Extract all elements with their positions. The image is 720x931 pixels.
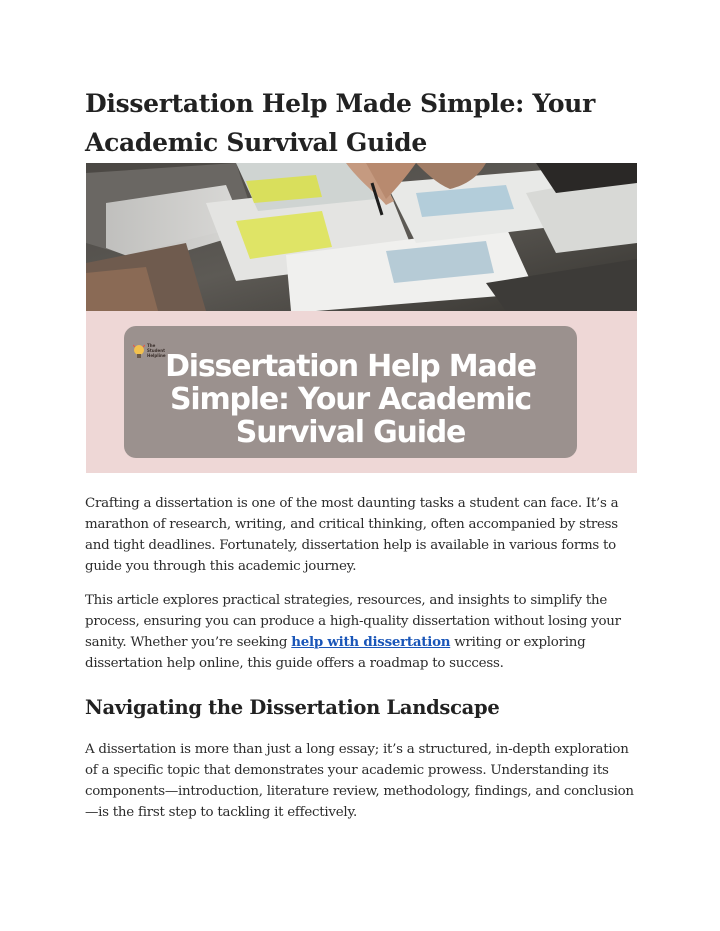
hero-image (86, 163, 637, 473)
overview-paragraph (85, 590, 640, 674)
overview-text-after: writing or exploring dissertation help online, this guide offers a roadmap to success. (85, 635, 586, 671)
hero-banner-line: Simple: Your Academic (169, 382, 532, 417)
article-title: Dissertation Help Made Simple: Your Academic Survival Guide (85, 89, 595, 157)
hero-banner-line: Dissertation Help Made (165, 349, 536, 384)
hero-banner-line: Survival Guide (235, 415, 466, 450)
logo-line: Helpline (147, 353, 166, 358)
intro-paragraph: Crafting a dissertation is one of the most daunting tasks a student can face. It’s a marathon of research, writing, and critical thinking, often accompanied by stress and tight deadlines. Fortunately, dissertation help is available in various forms to guide you through this academic journey. (85, 496, 619, 574)
help-with-dissertation-link[interactable]: help with dissertation (291, 634, 451, 650)
hero-banner-card (124, 326, 577, 458)
logo-line: Student (147, 348, 165, 353)
landscape-paragraph: A dissertation is more than just a long essay; it’s a structured, in-depth exploration of a specific topic that demonstrates your academic prowess. Understanding its components—introduction, literature review, methodology, findings, and conclusion—is the first step to tackling it effectively. (85, 742, 634, 820)
logo-line: The (147, 343, 156, 348)
section-heading: Navigating the Dissertation Landscape (85, 696, 500, 719)
hero-banner-text (124, 350, 577, 449)
overview-text-before: This article explores practical strategies, resources, and insights to simplify the process, ensuring you can produce a high-quality dissertation without losing your sanity. Whether you’re seeking (85, 593, 621, 650)
